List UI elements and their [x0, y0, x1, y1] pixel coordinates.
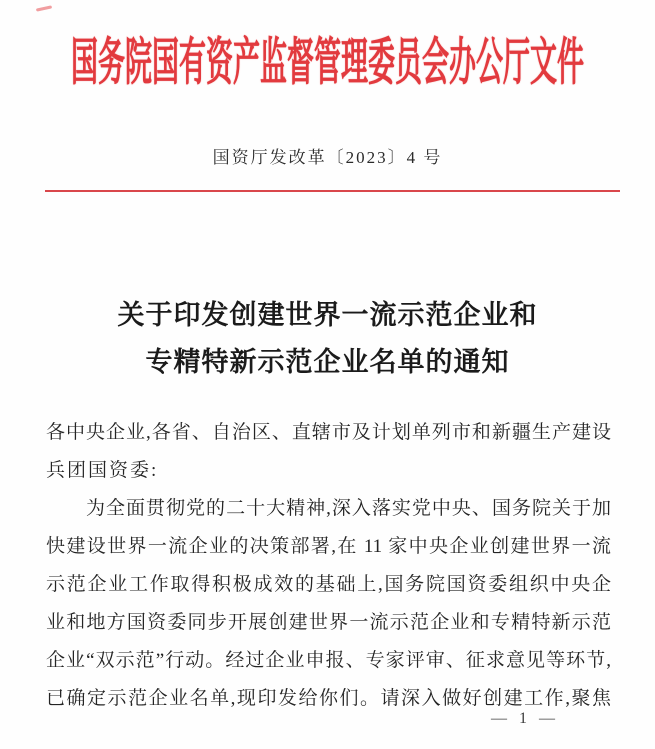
paragraph-line: 快建设世界一流企业的决策部署,在 11 家中央企业创建世界一流 — [46, 536, 611, 557]
document-title — [0, 292, 655, 386]
document-title-line-1: 关于印发创建世界一流示范企业和 — [117, 300, 538, 330]
document-masthead-title: 国务院国有资产监督管理委员会办公厅文件 — [71, 33, 584, 91]
page-number: — 1 — — [491, 710, 559, 727]
red-divider-rule — [45, 190, 620, 192]
document-body — [0, 414, 655, 718]
document-title-line-2: 专精特新示范企业名单的通知 — [145, 347, 510, 377]
paragraph-line: 示范企业工作取得积极成效的基础上,国务院国资委组织中央企 — [46, 574, 611, 595]
paragraph-line: 为全面贯彻党的二十大精神,深入落实党中央、国务院关于加 — [86, 498, 611, 519]
salutation-line: 兵团国资委: — [46, 460, 159, 481]
paragraph-line: 已确定示范企业名单,现印发给你们。请深入做好创建工作,聚焦 — [46, 688, 611, 709]
scan-smudge-mark — [36, 5, 52, 11]
paragraph-line: 企业“双示范”行动。经过企业申报、专家评审、征求意见等环节, — [46, 650, 611, 671]
document-reference-number: 国资厅发改革〔2023〕4 号 — [212, 148, 443, 167]
salutation-line: 各中央企业,各省、自治区、直辖市及计划单列市和新疆生产建设 — [46, 422, 611, 443]
paragraph-line: 业和地方国资委同步开展创建世界一流示范企业和专精特新示范 — [46, 612, 611, 633]
masthead-container — [0, 26, 655, 91]
